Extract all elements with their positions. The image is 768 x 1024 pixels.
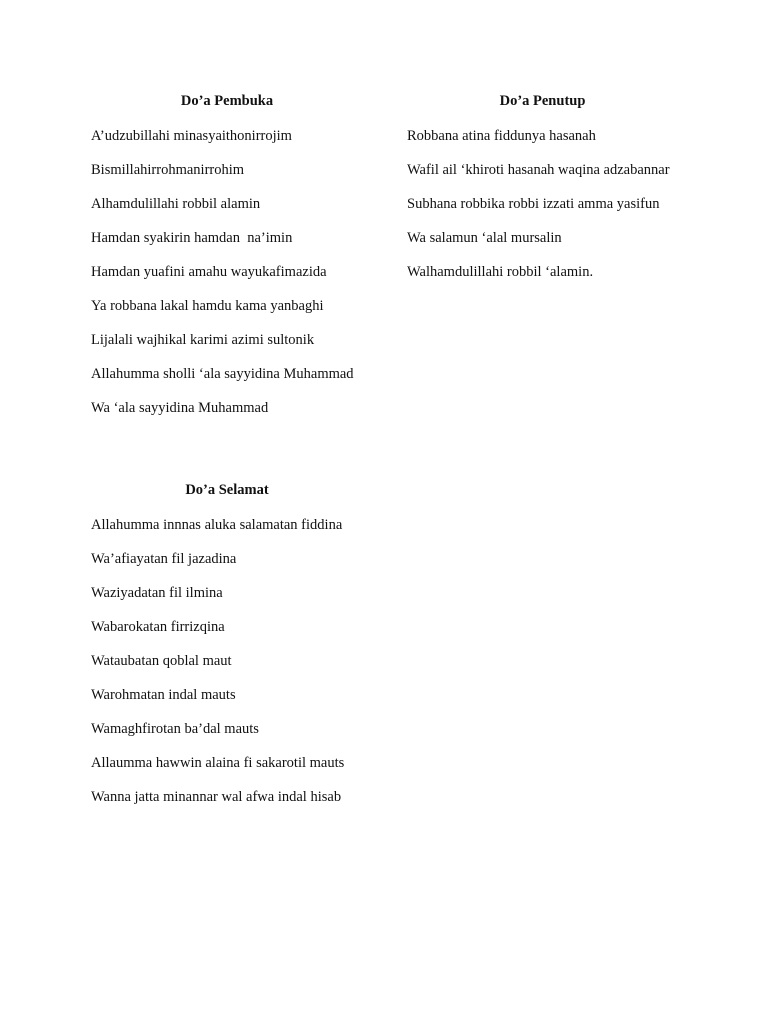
prayer-line: Warohmatan indal mauts xyxy=(91,687,236,703)
doa-selamat-title: Do’a Selamat xyxy=(185,482,269,498)
prayer-line: Allaumma hawwin alaina fi sakarotil mauts xyxy=(91,755,345,771)
prayer-line: Lijalali wajhikal karimi azimi sultonik xyxy=(91,332,315,348)
prayer-line: Wataubatan qoblal maut xyxy=(91,653,232,669)
prayer-line: Allahumma sholli ‘ala sayyidina Muhammad xyxy=(91,366,354,382)
prayer-line: Waziyadatan fil ilmina xyxy=(91,585,223,601)
prayer-line: Subhana robbika robbi izzati amma yasifun xyxy=(407,196,660,212)
prayer-line: Wa salamun ‘alal mursalin xyxy=(407,230,562,246)
prayer-line: Wamaghfirotan ba’dal mauts xyxy=(91,721,259,737)
prayer-line: Ya robbana lakal hamdu kama yanbaghi xyxy=(91,298,324,314)
prayer-line: Wafil ail ‘khiroti hasanah waqina adzabannar xyxy=(407,162,670,178)
prayer-line: Robbana atina fiddunya hasanah xyxy=(407,128,596,144)
prayer-line: Alhamdulillahi robbil alamin xyxy=(91,196,261,212)
prayer-line: Wa’afiayatan fil jazadina xyxy=(91,551,237,567)
doa-pembuka-title: Do’a Pembuka xyxy=(180,93,274,109)
prayer-line: Wa ‘ala sayyidina Muhammad xyxy=(91,400,269,416)
prayer-line: Hamdan syakirin hamdan na’imin xyxy=(91,230,293,246)
doa-penutup-title: Do’a Penutup xyxy=(499,93,586,109)
prayer-line: Hamdan yuafini amahu wayukafimazida xyxy=(91,264,327,280)
doa-pembuka-section xyxy=(91,92,363,432)
prayer-line: Allahumma innnas aluka salamatan fiddina xyxy=(91,517,343,533)
prayer-line: A’udzubillahi minasyaithonirrojim xyxy=(91,128,292,144)
prayer-line: Walhamdulillahi robbil ‘alamin. xyxy=(407,264,594,280)
prayer-line: Wanna jatta minannar wal afwa indal hisab xyxy=(91,789,342,805)
doa-selamat-section xyxy=(91,481,363,821)
prayer-line: Bismillahirrohmanirrohim xyxy=(91,162,245,178)
doa-penutup-section xyxy=(407,92,678,296)
prayer-line: Wabarokatan firrizqina xyxy=(91,619,225,635)
